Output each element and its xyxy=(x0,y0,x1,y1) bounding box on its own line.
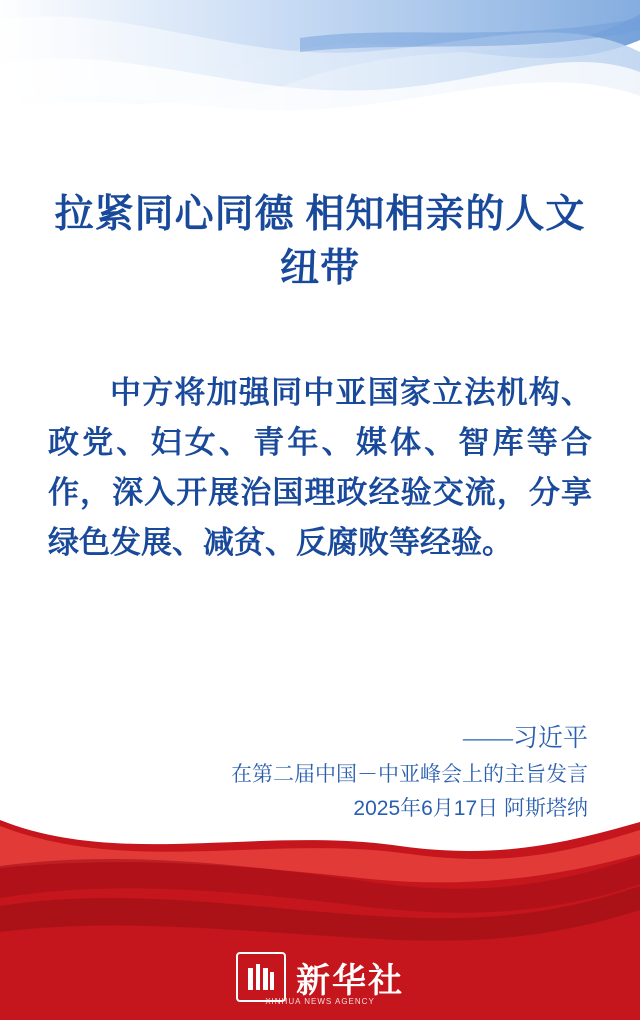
brand-logo xyxy=(0,952,640,1006)
xinhua-mark-icon xyxy=(236,952,286,1002)
poster-content xyxy=(0,160,640,850)
page-title: 拉紧同心同德 相知相亲的人文纽带 xyxy=(54,193,586,290)
xinhua-bars-icon xyxy=(248,964,274,990)
quote-body: 中方将加强同中亚国家立法机构、政党、妇女、青年、媒体、智库等合作，深入开展治国理政经验交流，分享绿色发展、减贫、反腐败等经验。 xyxy=(48,375,592,560)
top-wave-svg xyxy=(0,0,640,170)
logo-wrap xyxy=(236,952,404,1006)
attribution-occasion: 在第二届中国－中亚峰会上的主旨发言 xyxy=(231,763,588,786)
attribution-datetime: 2025年6月17日 阿斯塔纳 xyxy=(353,797,588,820)
logo-pinyin: XINHUA NEWS AGENCY xyxy=(265,997,375,1006)
attribution-block xyxy=(231,720,588,826)
top-wave-decoration xyxy=(0,0,640,170)
bottom-red-banner xyxy=(0,820,640,1020)
attribution-speaker: ——习近平 xyxy=(462,725,588,752)
logo-name: 新华社 xyxy=(296,962,404,1000)
